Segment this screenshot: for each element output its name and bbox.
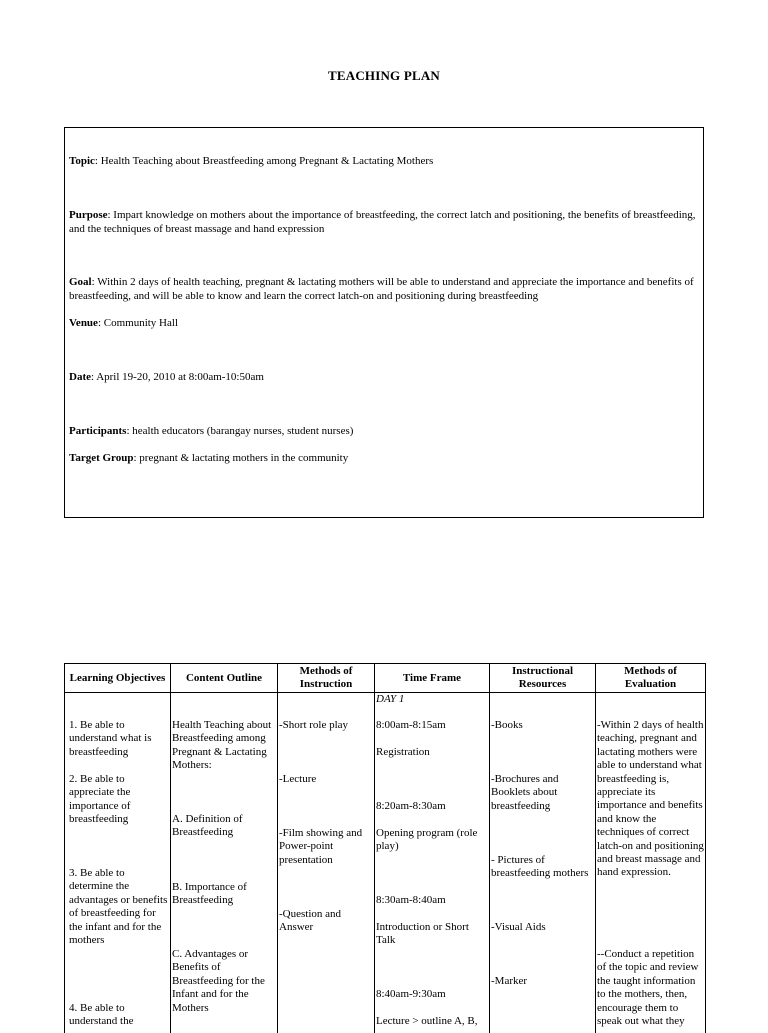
- goal-label: Goal: [69, 276, 92, 288]
- evaluation-item: --Conduct a repetition of the topic and review the taught information to the mothers, then, encourage them to speak out what they: [597, 948, 704, 1028]
- target-group-label: Target Group: [69, 452, 133, 464]
- date-text: : April 19-20, 2010 at 8:00am-10:50am: [91, 371, 264, 383]
- evaluation-item: -Within 2 days of health teaching, pregnant and lactating mothers were able to understand what breastfeeding is, appreciate its importance and benefits and know the techniques of correct latch-on and positioning and breast massage and hand expression.: [597, 719, 704, 880]
- header-time-frame: Time Frame: [375, 664, 490, 693]
- method-item: -Lecture: [279, 773, 373, 786]
- objective-item: 2. Be able to appreciate the importance of breastfeeding: [69, 773, 169, 827]
- time-item: 8:30am-8:40am: [376, 894, 488, 907]
- purpose-field: [69, 208, 697, 236]
- resource-item: - Pictures of breastfeeding mothers: [491, 854, 594, 881]
- target-group-text: : pregnant & lactating mothers in the community: [133, 452, 348, 464]
- header-content-outline: Content Outline: [171, 664, 278, 693]
- participants-field: [69, 424, 697, 438]
- resource-item: -Visual Aids: [491, 921, 594, 934]
- resource-item: -Marker: [491, 975, 594, 988]
- topic-field: [69, 154, 697, 168]
- content-outline-cell: [171, 693, 278, 1033]
- content-item: Health Teaching about Breastfeeding among Pregnant & Lactating Mothers:: [172, 719, 276, 773]
- topic-text: : Health Teaching about Breastfeeding among Pregnant & Lactating Mothers: [95, 155, 433, 167]
- goal-field: [69, 275, 697, 303]
- header-learning-objectives: Learning Objectives: [65, 664, 171, 693]
- time-item: Lecture > outline A, B,: [376, 1015, 488, 1028]
- method-item: -Short role play: [279, 719, 373, 732]
- purpose-label: Purpose: [69, 209, 108, 221]
- time-frame-cell: [375, 693, 490, 1033]
- venue-field: [69, 316, 697, 330]
- purpose-text: : Impart knowledge on mothers about the importance of breastfeeding, the correct latch and positioning, the benefits of breastfeeding, and the techniques of breast massage and hand expression: [69, 209, 696, 235]
- objective-item: 3. Be able to determine the advantages or benefits of breastfeeding for the infant and for the mothers: [69, 867, 169, 947]
- teaching-plan-table: [64, 663, 706, 1033]
- time-item: 8:00am-8:15am: [376, 719, 488, 732]
- header-methods-of-instruction: Methods of Instruction: [278, 664, 375, 693]
- target-group-field: [69, 451, 697, 465]
- content-item: A. Definition of Breastfeeding: [172, 813, 276, 840]
- venue-label: Venue: [69, 317, 98, 329]
- resource-item: -Brochures and Booklets about breastfeeding: [491, 773, 594, 813]
- content-item: B. Importance of Breastfeeding: [172, 881, 276, 908]
- content-item: C. Advantages or Benefits of Breastfeeding for the Infant and for the Mothers: [172, 948, 276, 1015]
- plan-info-box: [64, 127, 704, 518]
- time-item: Opening program (role play): [376, 827, 488, 854]
- header-methods-of-evaluation: Methods of Evaluation: [596, 664, 706, 693]
- day-label: DAY 1: [376, 693, 488, 706]
- time-item: Introduction or Short Talk: [376, 921, 488, 948]
- topic-label: Topic: [69, 155, 95, 167]
- resource-item: -Books: [491, 719, 594, 732]
- time-item: 8:20am-8:30am: [376, 800, 488, 813]
- method-item: -Film showing and Power-point presentation: [279, 827, 373, 867]
- participants-text: : health educators (barangay nurses, student nurses): [126, 425, 353, 437]
- objective-item: 1. Be able to understand what is breastfeeding: [69, 719, 169, 759]
- document-title: TEACHING PLAN: [0, 68, 768, 84]
- header-instructional-resources: Instructional Resources: [490, 664, 596, 693]
- participants-label: Participants: [69, 425, 126, 437]
- venue-text: : Community Hall: [98, 317, 178, 329]
- table-row: [65, 693, 706, 1033]
- table-header-row: [65, 664, 706, 693]
- methods-of-evaluation-cell: [596, 693, 706, 1033]
- date-field: [69, 370, 697, 384]
- methods-of-instruction-cell: [278, 693, 375, 1033]
- objective-item: 4. Be able to understand the: [69, 1002, 169, 1029]
- time-item: 8:40am-9:30am: [376, 988, 488, 1001]
- instructional-resources-cell: [490, 693, 596, 1033]
- method-item: -Question and Answer: [279, 908, 373, 935]
- date-label: Date: [69, 371, 91, 383]
- goal-text: : Within 2 days of health teaching, pregnant & lactating mothers will be able to understand and appreciate the importance and benefits of breastfeeding, and will be able to know and learn the correct latch-on and positioning during breastfeeding: [69, 276, 694, 302]
- time-item: Registration: [376, 746, 488, 759]
- objectives-cell: [65, 693, 171, 1033]
